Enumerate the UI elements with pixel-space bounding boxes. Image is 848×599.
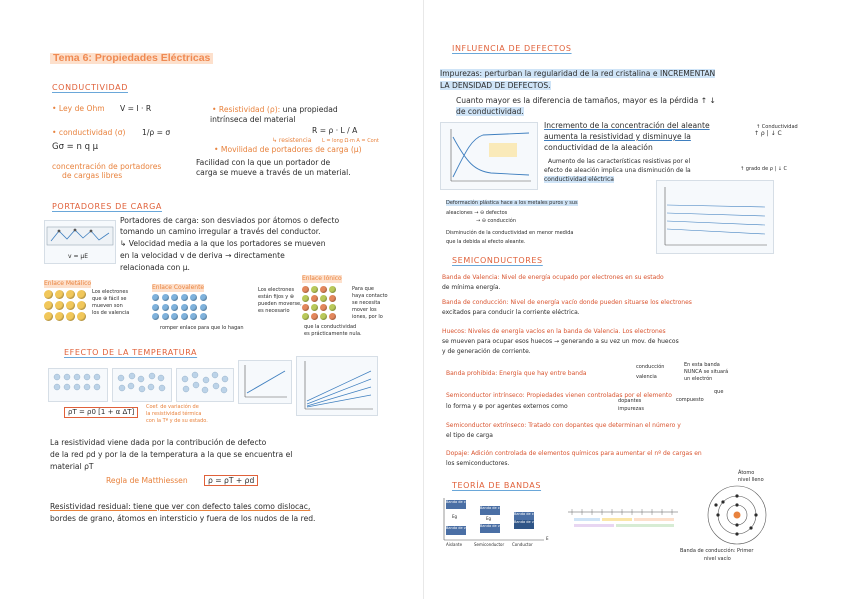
intrinseco-impurezas: impurezas [618,406,644,412]
sigma-formula: Gσ = n q μ [52,142,99,152]
lattice-figure-1 [48,368,108,402]
band-label-6: Banda de valencia [514,520,547,524]
coef-note-2: la resistividad térmica [146,411,202,417]
conductividad-heading: CONDUCTIVIDAD [52,83,128,92]
cuanto-line-2 [456,107,524,116]
lattice-atom [302,313,309,320]
conductividad-label: • conductividad (σ) [52,128,126,137]
lattice-atom [55,312,64,321]
lattice-atom [44,312,53,321]
lattice-atom [162,313,169,320]
lattice-atom [152,294,159,301]
aumento-line-3 [544,176,614,184]
intrinseco-line-2: lo forma y ⊕ por agentes externos como [446,403,568,410]
lattice-atom [311,295,318,302]
resistividad-def1: una propiedad [282,105,338,114]
ionico-text-2: haya contacto [352,293,388,299]
lattice-atom [311,313,318,320]
side-note-1: ↑ Conductividad [756,124,798,130]
banda-prohibida-line [446,370,587,378]
ionico-footer-2: es prácticamente nula. [304,331,362,337]
banda-prohibida-text: Banda prohibida: Energía que hay entre banda [446,370,587,377]
banda-valencia-line-1 [442,274,664,282]
aumento-text-3: conductividad eléctrica [544,176,614,183]
incremento-text-2: aumenta la resistividad y disminuye la [544,132,691,141]
lattice-atom [329,304,336,311]
covalente-text-1: Los electrones [258,287,295,293]
lattice-figure-3 [176,368,234,402]
resistivity-temperature-graph [238,360,292,404]
lattice-atom [320,313,327,320]
lattice-atom [329,286,336,293]
bp-valencia: valencia [636,374,657,380]
ionico-label: Enlace Iónico [302,275,342,282]
band-label-3: Banda de conducción [514,512,552,516]
lattice-atom [311,286,318,293]
lattice-atom [44,301,53,310]
lattice-atom [77,290,86,299]
incremento-line-3: conductividad de la aleación [544,143,653,152]
resistividad-label: • Resistividad (ρ): [212,105,281,114]
residual-text-1: Resistividad residual: tiene que ver con defecto tales como dislocac, [50,502,311,511]
lattice-atom [44,290,53,299]
portadores-line1: Portadores de carga: son desviados por átomos o defecto [120,216,340,225]
portadores-line2: tomando un camino irregular a través del conductor. [120,227,321,236]
cargas-libres-note: de cargas libres [62,171,123,180]
axis-label-semiconductor: Semiconductor [474,542,505,547]
lattice-atom [181,313,188,320]
lattice-atom [171,304,178,311]
covalente-text-2: están fijos y ⊕ [258,294,294,300]
dopaje-line-1 [446,450,702,458]
huecos-line-3: y de generación de corriente. [442,348,531,355]
band-label-1: Banda de conducción [446,500,484,504]
lattice-atom [181,294,188,301]
extrinseco-line-2: el tipo de carga [446,432,493,439]
covalente-text-4: es necesario [258,308,290,314]
huecos-line-2: se mueven para ocupar esos huecos → generando a su vez un mov. de huecos [442,338,679,345]
deformation-graph [656,180,774,254]
ohm-equation: V = I · R [120,104,152,113]
resistencia-equation: R = ρ · L / A [312,126,358,135]
impurezas-text-2: LA DENSIDAD DE DEFECTOS. [440,81,551,90]
deformacion-line-1 [446,200,578,206]
concentration-graph [440,122,538,190]
lattice-atom [320,295,327,302]
ionico-text-5: iones, por lo [352,314,383,320]
lattice-atom [200,304,207,311]
lattice-atom [190,294,197,301]
residual-line-2: bordes de grano, átomos en intersticio y fuera de los nudos de la red. [50,514,316,523]
impurezas-line-1 [440,69,715,78]
lattice-atom [66,301,75,310]
resistividad-line-1: La resistividad viene dada por la contribución de defecto [50,438,267,447]
lattice-atom [162,294,169,301]
ionico-footer-1: que la conductividad [304,324,357,330]
incremento-line-1 [544,121,710,130]
deformacion-line-2: aleaciones → ⊖ defectos [446,210,508,216]
banda-conduccion-text-1: Banda de conducción: Nivel de energía vacío donde pueden situarse los electrones [442,299,692,306]
lattice-atom [162,304,169,311]
deformacion-text-1: Deformación plástica hace a los metales puros y sus [446,200,578,206]
coef-note-3: con la Tª y de su estado. [146,418,208,424]
energy-scale-diagram [566,498,680,540]
impurezas-text-1: Impurezas: perturban la regularidad de la red cristalina e INCREMENTAN [440,69,716,78]
portadores-line5: relacionada con μ. [120,263,190,272]
resistividad-def2: intrínseca del material [210,115,296,124]
banda-valencia-line-2: de mínima energía. [442,284,501,291]
covalente-label: Enlace Covalente [152,284,205,291]
facilidad-line1: Facilidad con la que un portador de [196,158,331,167]
resistencia-label: ↳ resistencia [272,137,312,144]
coef-note-1: Coef. de variación de [146,404,199,410]
matthiessen-equation: ρ = ρT + ρd [204,475,258,486]
lattice-atom [171,294,178,301]
impurezas-line-2 [440,81,551,90]
side-note-3: ↑ grado de ρ | ↓ C [740,166,788,172]
cuanto-text-2: de conductividad. [456,107,524,116]
lattice-atom [190,313,197,320]
resistencia-units: L = long Ω·m A = Cont [322,138,379,144]
concentracion-note: concentración de portadores [52,162,162,171]
incremento-line-2 [544,132,691,141]
bc-atom-label-1: Banda de conducción: Primer [680,548,754,554]
side-note-2: ↑ ρ | ↓ C [754,130,782,137]
lattice-atom [181,304,188,311]
huecos-text-1: Huecos: Niveles de energía vacíos en la banda de Valencia. Los electrones [442,328,666,335]
lattice-atom [302,286,309,293]
page-title: Tema 6: Propiedades Eléctricas [50,53,213,64]
lattice-atom [190,304,197,311]
intrinseco-compuesto: compuesto [676,397,704,403]
atomo-label-1: Átomo [738,470,755,476]
intrinseco-text-1: Semiconductor intrínseco: Propiedades vienen controladas por el elemento [446,392,672,399]
extrinseco-line-1 [446,422,681,430]
alloy-resistivity-graph [296,356,378,416]
banda-conduccion-line-1 [442,299,692,307]
bp-conduccion: conducción [636,364,665,370]
aumento-line-1: Aumento de las características resistivas por el [548,158,691,165]
dopaje-text-1: Dopaje: Adición controlada de elementos químicos para aumentar el nº de cargas en [446,450,702,457]
atomo-label-2: nivel lleno [738,477,764,483]
lattice-atom [320,304,327,311]
temperatura-heading: EFECTO DE LA TEMPERATURA [64,348,198,357]
lattice-atom [77,312,86,321]
movilidad-label: • Movilidad de portadores de carga (μ) [214,145,362,154]
covalente-text-3: pueden moverse, [258,301,302,307]
lattice-atom [152,304,159,311]
residual-line-1 [50,502,310,511]
banda-valencia-text-1: Banda de Valencia: Nivel de energía ocupado por electrones en su estado [442,274,664,281]
matthiessen-label: Regla de Matthiessen [106,476,188,485]
lattice-atom [77,301,86,310]
bp-note-1: En esta banda [684,362,720,368]
lattice-atom [200,294,207,301]
extrinseco-text-1: Semiconductor extrínseco: Tratado con dopantes que determinan el número y [446,422,681,429]
ley-ohm-label: • Ley de Ohm [52,104,105,113]
metalico-text-2: que ⊕ fácil se [92,296,127,302]
ionico-text-4: mover los [352,307,377,313]
lattice-atom [311,304,318,311]
deriva-equation: v = μE [68,253,89,260]
cuanto-line-1: Cuanto mayor es la diferencia de tamaños, mayor es la pérdida ↑ ↓ [456,96,716,105]
lattice-atom [171,313,178,320]
facilidad-line2: carga se mueve a través de un material. [196,168,351,177]
lattice-atom [66,290,75,299]
portadores-line3: ↳ Velocidad media a la que los portadores se mueven [120,239,326,248]
lattice-atom [320,286,327,293]
portadores-heading: PORTADORES DE CARGA [52,202,162,211]
lattice-atom [302,304,309,311]
deformacion-line-3: → ⊖ conducción [476,218,516,224]
covalente-footer: romper enlace para que lo hagan [160,325,244,331]
lattice-atom [152,313,159,320]
disminucion-line-1: Disminución de la conductividad en menor medida [446,230,574,236]
lattice-atom [302,295,309,302]
bandas-heading: TEORÍA DE BANDAS [452,481,542,490]
bp-note-3: un electrón [684,376,713,382]
axis-label-conductor: Conductor [512,542,533,547]
banda-conduccion-line-2: excitados para conducir la corriente eléctrica. [442,309,580,316]
ionico-lattice [302,286,344,322]
semiconductores-heading: SEMICONDUCTORES [452,256,543,265]
intrinseco-dopantes: dopantes [618,398,642,404]
aumento-line-2: efecto de aleación implica una disminución de la [544,167,691,174]
band-label-5: Banda de valencia [480,524,513,528]
resistividad-line-2: de la red ρd y por la de la temperatura a la que se encuentra el [50,450,293,459]
nucleus-icon [734,512,741,519]
band-label-2: Banda de conducción [480,506,518,510]
lattice-atom [66,312,75,321]
gap-label-2: Eg [486,516,492,521]
portadores-line4: en la velocidad v de deriva → directamente [120,251,285,260]
temperatura-formula: ρT = ρ0 [1 + α ΔT] [64,407,138,418]
disminucion-line-2: que la debida al efecto aleante. [446,239,526,245]
lattice-figure-2 [112,368,172,402]
resistividad-line [212,105,338,114]
gap-label-1: Eg [452,514,458,519]
ionico-text-3: se necesita [352,300,381,306]
lattice-atom [329,295,336,302]
metalico-text-3: mueven son [92,303,123,309]
lattice-atom [329,313,336,320]
resistividad-line-3: material ρT [50,462,94,471]
intrinseco-que: que [714,389,724,395]
axis-label-aislante: Aislante [446,542,463,547]
atom-diagram [706,484,768,546]
lattice-atom [55,301,64,310]
ionico-text-1: Para que [352,286,374,292]
lattice-atom [200,313,207,320]
incremento-text-1: Incremento de la concentración del aleante [544,121,710,130]
dopaje-line-2: los semiconductores. [446,460,510,467]
covalente-lattice [152,294,208,322]
bc-atom-label-2: nivel vacío [704,556,731,562]
lattice-atom [55,290,64,299]
axis-label-e: E [546,536,549,541]
defectos-heading: INFLUENCIA DE DEFECTOS [452,44,572,53]
page-fold [423,0,424,599]
metalico-text-4: los de valencia [92,310,130,316]
bp-note-2: NUNCA se situará [684,369,729,375]
band-label-4: Banda de valencia [446,526,479,530]
huecos-line-1 [442,328,666,336]
metalico-lattice [44,290,88,326]
metalico-text-1: Los electrones [92,289,129,295]
metalico-label: Enlace Metálico [44,280,92,287]
sigma-equation: 1/ρ = σ [142,128,171,137]
